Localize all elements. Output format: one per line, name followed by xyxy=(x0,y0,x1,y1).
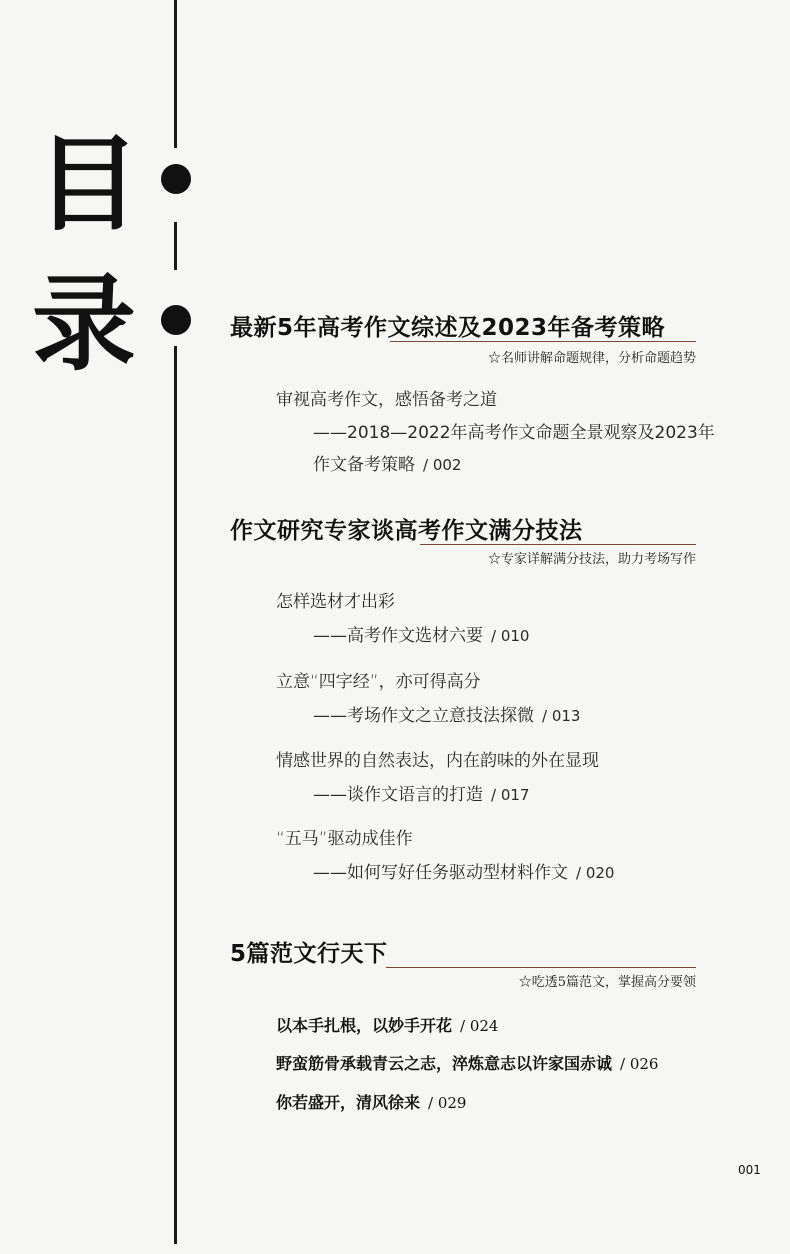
entry-subtitle: ——如何写好任务驱动型材料作文 xyxy=(313,863,568,883)
section-subtitle-2: ☆专家详解满分技法，助力考场写作 xyxy=(487,552,696,567)
entry-subtitle-row xyxy=(313,621,529,646)
page-ref: / 017 xyxy=(491,786,530,804)
entry-title[interactable]: 怎样选材才出彩 xyxy=(276,592,395,612)
section-title-2[interactable]: 作文研究专家谈高考作文满分技法 xyxy=(230,518,583,544)
entry-title[interactable]: 审视高考作文，感悟备考之道 xyxy=(276,390,497,410)
entry-subtitle: ——谈作文语言的打造 xyxy=(313,785,483,805)
entry-subtitle-row xyxy=(313,701,580,726)
essay-entry[interactable] xyxy=(276,1090,466,1113)
page-ref: / 024 xyxy=(460,1017,499,1035)
title-dot-1 xyxy=(161,164,191,194)
section-rule-3 xyxy=(386,967,696,968)
entry-subtitle-line2: 作文备考策略 xyxy=(313,455,415,475)
essay-entry[interactable] xyxy=(276,1051,658,1074)
essay-title: 野蛮筋骨承载青云之志，淬炼意志以许家国赤诚 xyxy=(276,1054,613,1073)
title-dot-2 xyxy=(161,305,191,335)
page-ref: / 010 xyxy=(491,627,530,645)
page-number: 001 xyxy=(738,1163,761,1177)
entry-subtitle-row xyxy=(313,858,614,883)
page-ref: / 013 xyxy=(542,707,581,725)
vertical-rule-bottom xyxy=(174,346,177,1244)
essay-title: 你若盛开，清风徐来 xyxy=(276,1093,421,1112)
section-subtitle-1: ☆名师讲解命题规律，分析命题趋势 xyxy=(487,351,696,366)
entry-subtitle: ——高考作文选材六要 xyxy=(313,626,483,646)
essay-title: 以本手扎根，以妙手开花 xyxy=(276,1016,453,1035)
entry-subtitle: ——2018—2022年高考作文命题全景观察及2023年 xyxy=(313,423,715,443)
entry-title[interactable]: “五马”驱动成佳作 xyxy=(276,829,413,849)
section-rule-1 xyxy=(390,341,696,342)
page-ref: / 026 xyxy=(620,1055,659,1073)
entry-title[interactable]: 立意“四字经”，亦可得高分 xyxy=(276,672,481,692)
entry-subtitle-continued xyxy=(313,450,461,475)
vertical-rule-top xyxy=(174,0,177,148)
essay-entry[interactable] xyxy=(276,1013,498,1036)
page-ref: / 002 xyxy=(423,456,462,474)
page-ref: / 020 xyxy=(576,864,615,882)
entry-subtitle: ——考场作文之立意技法探微 xyxy=(313,706,534,726)
entry-title[interactable]: 情感世界的自然表达，内在韵味的外在显现 xyxy=(276,751,599,771)
vertical-rule-mid xyxy=(174,222,177,270)
section-title-3[interactable]: 5篇范文行天下 xyxy=(230,941,388,967)
entry-subtitle-row xyxy=(313,780,529,805)
page-ref: / 029 xyxy=(428,1094,467,1112)
heading-char-lu: 录 xyxy=(32,263,137,385)
section-rule-2 xyxy=(420,544,696,545)
section-title-1[interactable]: 最新5年高考作文综述及2023年备考策略 xyxy=(230,315,666,341)
section-subtitle-3: ☆吃透5篇范文，掌握高分要领 xyxy=(518,975,696,990)
heading-char-mu: 目 xyxy=(36,123,141,245)
